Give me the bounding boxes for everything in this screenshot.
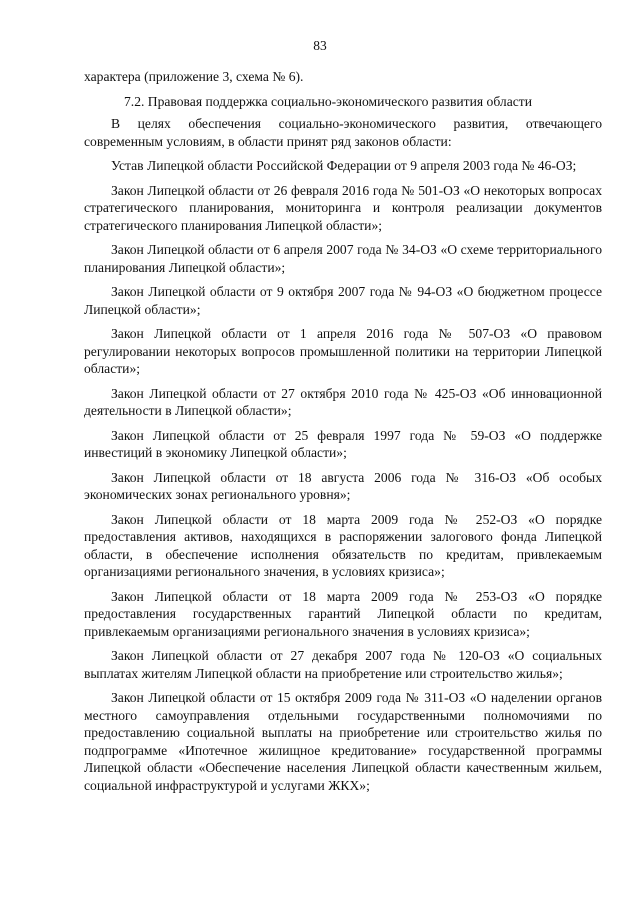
continuation-paragraph: характера (приложение 3, схема № 6). [84, 69, 304, 84]
law-item: Закон Липецкой области от 25 февраля 1997 года № 59-ОЗ «О поддержке инвестиций в экономику Липецкой области»; [84, 427, 602, 460]
law-item: Закон Липецкой области от 9 октября 2007 года № 94-ОЗ «О бюджетном процессе Липецкой области»; [84, 284, 602, 317]
law-item: Закон Липецкой области от 27 декабря 2007 года № 120-ОЗ «О социальных выплатах жителям Липецкой области на приобретение или строительство жилья»; [84, 648, 602, 681]
law-item: Закон Липецкой области от 26 февраля 2016 года № 501-ОЗ «О некоторых вопросах стратегического планирования, мониторинга и контроля реализации документов стратегического планирования Липецкой области»; [84, 182, 602, 233]
law-item: Закон Липецкой области от 18 марта 2009 года № 252-ОЗ «О порядке предоставления активов, находящихся в распоряжении залогового фонда Липецкой области, в обеспечение исполнения обязательств по кредитам, привлекаемым организациями регионального значения, в условиях кризиса»; [84, 511, 602, 579]
page-number: 83 [313, 38, 327, 53]
intro-paragraph: В целях обеспечения социально-экономического развития, отвечающего современным условиям, в области принят ряд законов области: [84, 116, 602, 149]
section-heading: 7.2. Правовая поддержка социально-экономического развития области [124, 93, 532, 109]
law-item: Закон Липецкой области от 18 марта 2009 года № 253-ОЗ «О порядке предоставления государственных гарантий Липецкой области по кредитам, привлекаемым организациями регионального значения в условиях кризиса»; [84, 588, 602, 639]
document-body [84, 68, 602, 801]
law-item: Закон Липецкой области от 6 апреля 2007 года № 34-ОЗ «О схеме территориального планирования Липецкой области»; [84, 242, 602, 275]
law-item: Закон Липецкой области от 1 апреля 2016 года № 507-ОЗ «О правовом регулировании некоторых вопросов промышленной политики на территории Липецкой области»; [84, 326, 602, 376]
law-item: Устав Липецкой области Российской Федерации от 9 апреля 2003 года № 46-ОЗ; [111, 158, 577, 173]
law-item: Закон Липецкой области от 27 октября 2010 года № 425-ОЗ «Об инновационной деятельности в Липецкой области»; [84, 385, 602, 418]
law-item: Закон Липецкой области от 15 октября 2009 года № 311-ОЗ «О наделении органов местного самоуправления отдельными государственными полномочиями по предоставлению социальной выплаты на приобретение или строительство жилья по подпрограмме «Ипотечное жилищное кредитование» государственной программы Липецкой области «Обеспечение населения Липецкой области качественным жильем, социальной инфраструктурой и услугами ЖКХ»; [84, 690, 602, 793]
law-item: Закон Липецкой области от 18 августа 2006 года № 316-ОЗ «Об особых экономических зонах регионального уровня»; [84, 469, 602, 502]
